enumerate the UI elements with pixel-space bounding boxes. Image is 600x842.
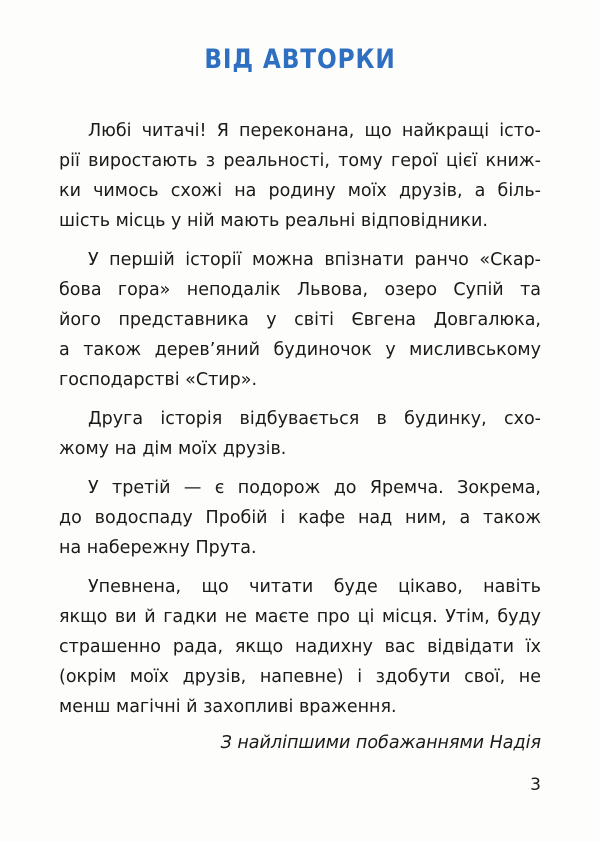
text-line: менш магічні й захопливі враження. [59, 697, 397, 717]
author-signature: З найліпшими побажаннями Надія [220, 733, 541, 753]
text-line: Упевнена, що читати буде цікаво, навіть [88, 577, 541, 597]
text-line: (окрім моїх друзів, напевне) і здобути свої, не [59, 667, 541, 687]
paragraph-4 [59, 473, 541, 563]
text-line: до водоспаду Пробій і кафе над ним, а також [59, 508, 541, 528]
page-number: 3 [530, 775, 541, 795]
paragraph-5 [59, 572, 541, 722]
text-line: жому на дім моїх друзів. [59, 439, 287, 459]
paragraph-1 [59, 116, 541, 236]
text-line: ки чимось схожі на родину моїх друзів, а біль- [59, 181, 541, 201]
paragraph-3 [59, 404, 541, 464]
page-title: ВІД АВТОРКИ [204, 44, 396, 75]
text-line: рії виростають з реальності, тому герої цієї книж- [59, 151, 541, 171]
text-line: шість місць у ній мають реальні відповідники. [59, 211, 488, 231]
paragraph-2 [59, 245, 541, 395]
text-line: страшенно рада, якщо надихну вас відвідати їх [59, 637, 541, 657]
text-line: У третій — є подорож до Яремча. Зокрема, [88, 478, 541, 498]
text-line: Друга історія відбувається в будинку, схо- [88, 409, 541, 429]
text-line: бова гора» неподалік Львова, озеро Супій та [59, 280, 541, 300]
text-line: У першій історії можна впізнати ранчо «Скар- [88, 250, 541, 270]
text-line: його представника у світі Євгена Довгалюка, [59, 310, 541, 330]
body-text [59, 116, 541, 731]
text-line: господарстві «Стир». [59, 370, 258, 390]
text-line: на набережну Прута. [59, 538, 257, 558]
text-line: а також дерев’яний будиночок у мисливському [59, 340, 541, 360]
text-line: якщо ви й гадки не маєте про ці місця. Утім, буду [59, 607, 541, 627]
text-line: Любі читачі! Я переконана, що найкращі істо- [88, 121, 541, 141]
